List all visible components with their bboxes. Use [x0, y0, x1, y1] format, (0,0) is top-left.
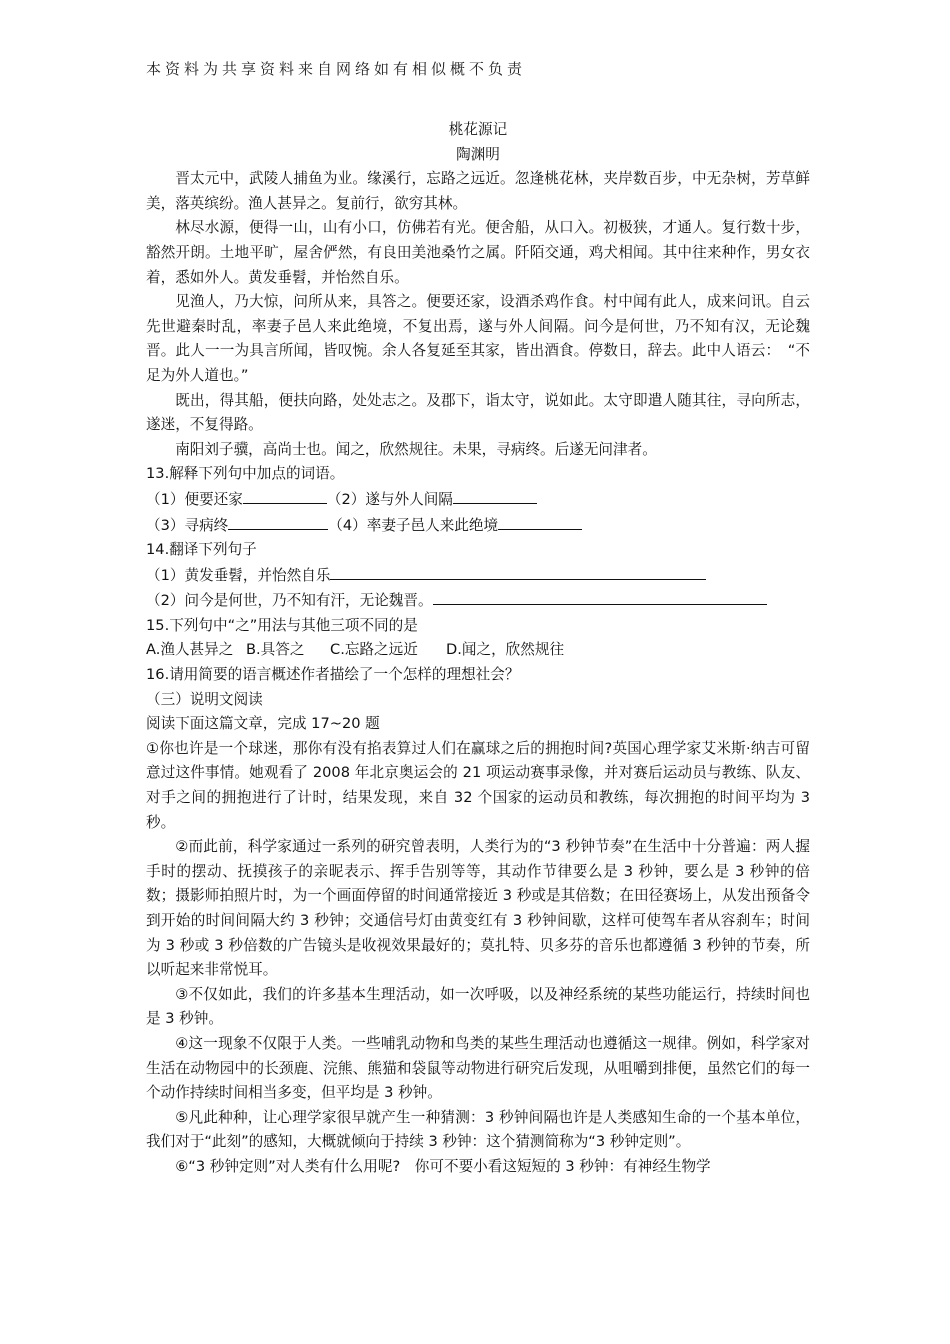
- document-body: [146, 118, 810, 1180]
- option-c[interactable]: C.忘路之远近: [330, 641, 418, 659]
- passage-paragraph: 晋太元中，武陵人捕鱼为业。缘溪行，忘路之远近。忽逢桃花林，夹岸数百步，中无杂树，芳草鲜美，落英缤纷。渔人甚异之。复前行，欲穷其林。: [146, 170, 810, 212]
- question-14-row: [146, 563, 810, 589]
- article-paragraph: ④这一现象不仅限于人类。一些哺乳动物和鸟类的某些生理活动也遵循这一规律。例如，科学家对生活在动物园中的长颈鹿、浣熊、熊猫和袋鼠等动物进行研究后发现，从咀嚼到排便，虽然它们的每一个动作持续时间相当多变，但平均是 3 秒钟。: [146, 1034, 810, 1102]
- answer-blank[interactable]: [228, 513, 328, 530]
- question-14-stem: 14.翻译下列句子: [146, 541, 257, 559]
- author: 陶渊明: [456, 145, 500, 163]
- question-14-row: [146, 588, 810, 614]
- question-13-row: [146, 513, 810, 539]
- option-a[interactable]: A.渔人甚异之: [146, 641, 234, 659]
- article-paragraph: ②而此前，科学家通过一系列的研究曾表明，人类行为的“3 秒钟节奏”在生活中十分普遍：两人握手时的摆动、抚摸孩子的亲昵表示、挥手告别等等，其动作节律要么是 3 秒钟，要么是 3 秒钟的倍数；摄影师拍照片时，为一个画面停留的时间通常接近 3 秒或是其倍数；在田径赛场上，从发出预备令到开始的时间间隔大约 3 秒钟；交通信号灯由黄变红有 3 秒钟间歇，这样可使驾车者从容刹车；时间为 3 秒或 3 秒倍数的广告镜头是收视效果最好的；莫扎特、贝多芬的音乐也都遵循 3 秒钟的节奏，所以听起来非常悦耳。: [146, 838, 810, 979]
- poem-title: 桃花源记: [448, 121, 508, 138]
- page-header: 本资料为共享资料来自网络如有相似概不负责: [146, 60, 527, 78]
- passage-paragraph: 既出，得其船，便扶向路，处处志之。及郡下，诣太守，说如此。太守即遣人随其往，寻向所志，遂迷，不复得路。: [146, 391, 810, 434]
- q13-item-1: （1）便要还家: [146, 490, 243, 508]
- article-paragraph: ⑥“3 秒钟定则”对人类有什么用呢? 你可不要小看这短短的 3 秒钟：有神经生物学: [175, 1157, 711, 1175]
- option-b[interactable]: B.具答之: [246, 641, 305, 659]
- question-15-options: [146, 638, 810, 663]
- section-instruction: 阅读下面这篇文章，完成 17~20 题: [146, 715, 380, 733]
- answer-blank[interactable]: [498, 513, 582, 530]
- q14-item-2: （2）问今是何世，乃不知有汗，无论魏晋。: [146, 592, 433, 610]
- question-15-stem: 15.下列句中“之”用法与其他三项不同的是: [146, 616, 418, 634]
- q13-item-3: （3）寻病终: [146, 516, 229, 534]
- option-d[interactable]: D.闻之，欣然规往: [446, 641, 565, 659]
- passage-paragraph: 南阳刘子骥，高尚士也。闻之，欣然规往。未果，寻病终。后遂无问津者。: [175, 440, 657, 458]
- question-13-stem: 13.解释下列句中加点的词语。: [146, 465, 345, 483]
- section-heading: （三）说明文阅读: [146, 690, 263, 708]
- article-paragraph: ①你也许是一个球迷，那你有没有掐表算过人们在赢球之后的拥抱时间?英国心理学家艾米斯·纳吉可留意过这件事情。她观看了 2008 年北京奥运会的 21 项运动赛事录像，并对赛后运动员与教练、队友、对手之间的拥抱进行了计时，结果发现，来自 32 个国家的运动员和教练，每次拥抱的时间平均为 3 秒。: [146, 739, 810, 831]
- q13-item-2: （2）遂与外人间隔: [326, 490, 453, 508]
- q13-item-4: （4）率妻子邑人来此绝境: [328, 516, 499, 534]
- passage-paragraph: 见渔人，乃大惊，问所从来，具答之。便要还家，设酒杀鸡作食。村中闻有此人，成来问讯。自云先世避秦时乱，率妻子邑人来此绝境，不复出焉，遂与外人间隔。问今是何世，乃不知有汉，无论魏晋。此人一一为具言所闻，皆叹惋。余人各复延至其家，皆出酒食。停数日，辞去。此中人语云： “不足为外人道也。”: [146, 293, 810, 384]
- answer-blank[interactable]: [243, 487, 327, 504]
- answer-blank[interactable]: [330, 563, 706, 580]
- answer-blank[interactable]: [433, 588, 767, 605]
- answer-blank[interactable]: [453, 487, 537, 504]
- question-13-row: [146, 487, 810, 513]
- question-16-stem: 16.请用简要的语言概述作者描绘了一个怎样的理想社会？: [146, 666, 520, 684]
- passage-paragraph: 林尽水源，便得一山，山有小口，仿佛若有光。便舍船，从口入。初极狭，才通人。复行数十步，豁然开朗。土地平旷，屋舍俨然，有良田美池桑竹之属。阡陌交通，鸡犬相闻。其中往来种作，男女衣着，悉如外人。黄发垂髫，并怡然自乐。: [146, 219, 810, 286]
- article-paragraph: ③不仅如此，我们的许多基本生理活动，如一次呼吸，以及神经系统的某些功能运行，持续时间也是 3 秒钟。: [146, 985, 810, 1028]
- article-paragraph: ⑤凡此种种，让心理学家很早就产生一种猜测：3 秒钟间隔也许是人类感知生命的一个基本单位，我们对于“此刻”的感知，大概就倾向于持续 3 秒钟：这个猜测简称为“3 秒钟定则”。: [146, 1108, 810, 1151]
- q14-item-1: （1）黄发垂髫，并怡然自乐: [146, 566, 331, 584]
